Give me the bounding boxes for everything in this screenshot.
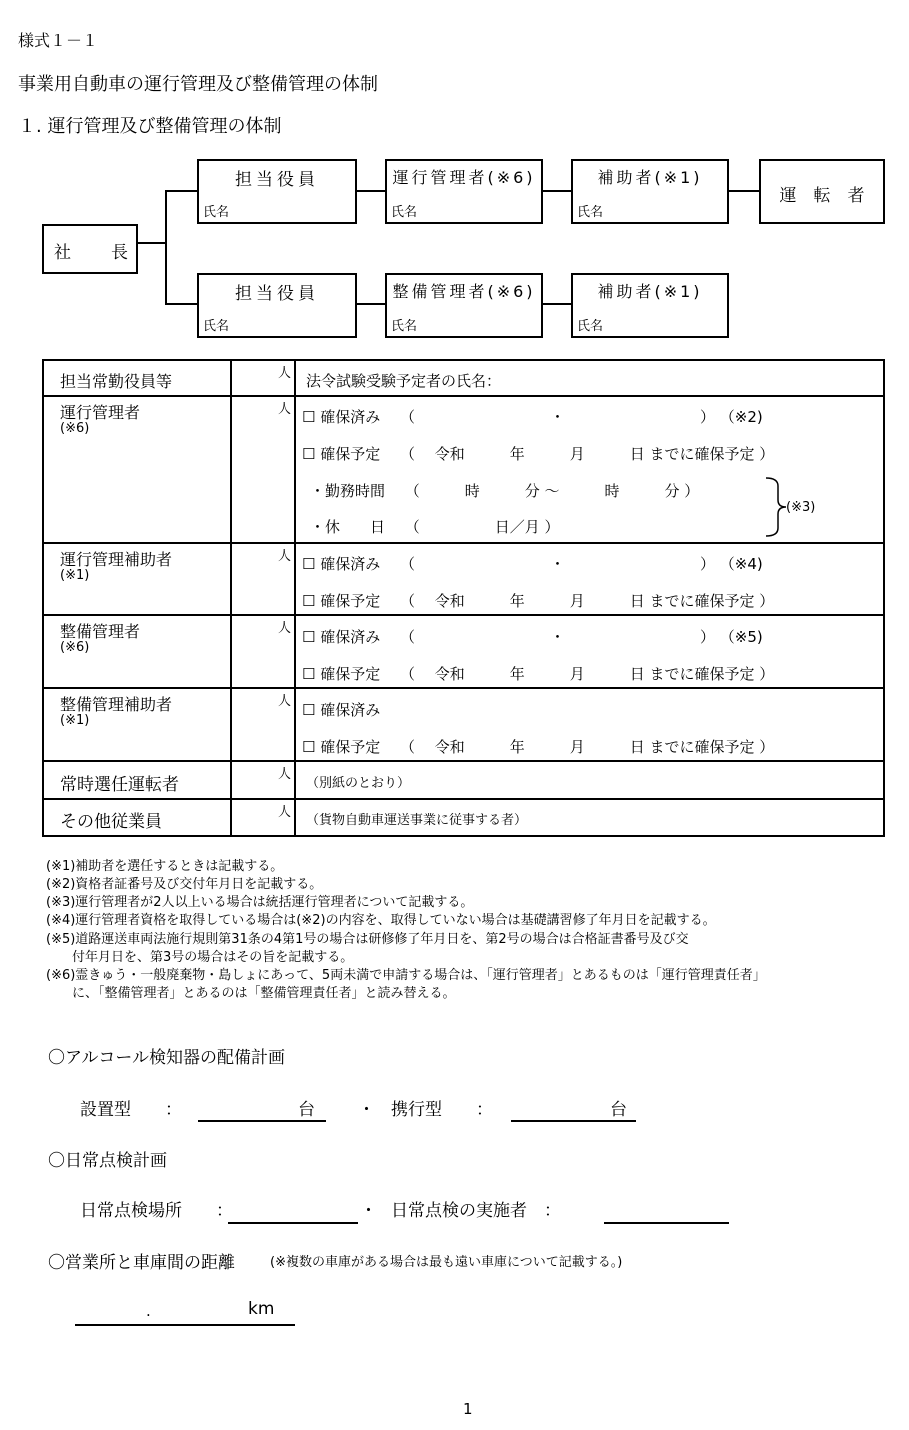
unit-label: 台 bbox=[298, 1100, 315, 1120]
driver-box bbox=[759, 159, 885, 224]
connector-line bbox=[357, 190, 386, 192]
fixed-type-label: 設置型 ： bbox=[80, 1100, 182, 1120]
row-divider bbox=[44, 542, 883, 544]
footnote: 付年月日を、第3号の場合はその旨を記載する。 bbox=[46, 950, 354, 965]
footnote: (※5)道路運送車両法施行規則第31条の4第1号の場合は研修修了年月日を、第2号の場合は合格証書番号及び交 bbox=[46, 932, 689, 947]
alcohol-heading: 〇アルコール検知器の配備計画 bbox=[48, 1048, 285, 1068]
row-divider bbox=[44, 614, 883, 616]
row-label-officer: 担当常勤役員等 bbox=[60, 372, 173, 391]
name-label: 氏名 bbox=[203, 319, 230, 334]
role-label: 運行管理者(※6) bbox=[392, 168, 536, 187]
connector-line bbox=[729, 190, 760, 192]
row-label-regular-drivers: 常時選任運転者 bbox=[60, 775, 179, 795]
staff-table bbox=[42, 359, 885, 837]
connector-line bbox=[165, 190, 167, 304]
row-label-note: (※6) bbox=[60, 640, 90, 655]
decimal-point: . bbox=[146, 1302, 151, 1320]
footnote: (※4)運行管理者資格を取得している場合は(※2)の内容を、取得していない場合は基礎講習修了年月日を記載する。 bbox=[46, 913, 716, 928]
driver-label: 運 転 者 bbox=[779, 186, 865, 206]
inspector-label: 日常点検の実施者 ： bbox=[391, 1201, 561, 1221]
secured-line: ☐ 確保済み （ ・ ） （※5) bbox=[302, 628, 763, 646]
row-label-operation-assistant: 運行管理補助者 bbox=[60, 550, 173, 569]
footnote: に、「整備管理者」とあるのは「整備管理責任者」と読み替える。 bbox=[46, 986, 456, 1001]
unit-label: 台 bbox=[610, 1100, 627, 1120]
separator-dot: ・ bbox=[358, 1100, 375, 1120]
work-hours-line: ・勤務時間 （ 時 分 ～ 時 分 ） bbox=[310, 482, 700, 500]
row-divider bbox=[44, 798, 883, 800]
row-label-other-employees: その他従業員 bbox=[60, 812, 162, 832]
portable-count-field[interactable] bbox=[511, 1120, 636, 1122]
column-divider bbox=[294, 361, 296, 835]
person-unit: 人 bbox=[278, 621, 292, 636]
person-unit: 人 bbox=[278, 805, 292, 820]
connector-line bbox=[165, 190, 198, 192]
column-divider bbox=[230, 361, 232, 835]
row-label-maintenance-manager: 整備管理者 bbox=[60, 622, 141, 641]
row-label-note: (※6) bbox=[60, 421, 90, 436]
footnote: (※2)資格者証番号及び交付年月日を記載する。 bbox=[46, 877, 323, 892]
person-unit: 人 bbox=[278, 694, 292, 709]
row-label-operation-manager: 運行管理者 bbox=[60, 403, 141, 422]
role-label: 補助者(※1) bbox=[597, 282, 703, 301]
role-label: 整備管理者(※6) bbox=[392, 282, 536, 301]
planned-line: ☐ 確保予定 （ 令和 年 月 日 までに確保予定 ） bbox=[302, 738, 775, 756]
document-title: 事業用自動車の運行管理及び整備管理の体制 bbox=[18, 74, 378, 95]
president-box bbox=[42, 224, 138, 274]
inspection-place-field[interactable] bbox=[228, 1222, 358, 1224]
name-label: 氏名 bbox=[577, 205, 604, 220]
daily-inspection-heading: 〇日常点検計画 bbox=[48, 1151, 167, 1171]
secured-line: ☐ 確保済み （ ・ ） （※2) bbox=[302, 408, 763, 426]
name-label: 氏名 bbox=[577, 319, 604, 334]
planned-line: ☐ 確保予定 （ 令和 年 月 日 までに確保予定 ） bbox=[302, 592, 775, 610]
see-attachment-text: （別紙のとおり） bbox=[306, 776, 411, 791]
connector-line bbox=[357, 303, 386, 305]
maintenance-manager-box bbox=[385, 273, 543, 338]
connector-line bbox=[165, 303, 198, 305]
role-label: 補助者(※1) bbox=[597, 168, 703, 187]
section-title: １. 運行管理及び整備管理の体制 bbox=[18, 116, 282, 137]
fixed-count-field[interactable] bbox=[198, 1120, 326, 1122]
inspection-place-label: 日常点検場所 ： bbox=[80, 1201, 233, 1221]
president-label: 社 長 bbox=[54, 243, 130, 263]
distance-field[interactable] bbox=[75, 1324, 295, 1326]
holiday-line: ・休 日 （ 日／月 ） bbox=[310, 518, 560, 536]
page-number: 1 bbox=[463, 1400, 473, 1418]
operation-manager-box bbox=[385, 159, 543, 224]
name-label: 氏名 bbox=[391, 205, 418, 220]
row-label-note: (※1) bbox=[60, 713, 90, 728]
secured-line: ☐ 確保済み bbox=[302, 701, 381, 719]
role-label: 担当役員 bbox=[235, 284, 319, 304]
inspector-field[interactable] bbox=[604, 1222, 729, 1224]
row-divider bbox=[44, 687, 883, 689]
exam-candidate-label: 法令試験受験予定者の氏名： bbox=[306, 372, 502, 390]
role-label: 担当役員 bbox=[235, 170, 319, 190]
km-unit: km bbox=[248, 1299, 275, 1319]
footnote: (※6)霊きゅう・一般廃棄物・島しょにあって、5両未満で申請する場合は、「運行管理者」とあるものは「運行管理責任者」 bbox=[46, 968, 766, 983]
distance-note: (※複数の車庫がある場合は最も遠い車庫について記載する。) bbox=[270, 1255, 623, 1270]
connector-line bbox=[543, 190, 572, 192]
secured-line: ☐ 確保済み （ ・ ） （※4) bbox=[302, 555, 763, 573]
maintenance-assistant-box bbox=[571, 273, 729, 338]
form-number: 様式１－１ bbox=[18, 31, 99, 50]
name-label: 氏名 bbox=[391, 319, 418, 334]
officer-box-maintenance bbox=[197, 273, 357, 338]
distance-heading: 〇営業所と車庫間の距離 bbox=[48, 1253, 235, 1273]
row-divider bbox=[44, 760, 883, 762]
planned-line: ☐ 確保予定 （ 令和 年 月 日 までに確保予定 ） bbox=[302, 665, 775, 683]
row-label-note: (※1) bbox=[60, 568, 90, 583]
name-label: 氏名 bbox=[203, 205, 230, 220]
person-unit: 人 bbox=[278, 402, 292, 417]
person-unit: 人 bbox=[278, 767, 292, 782]
officer-box-operation bbox=[197, 159, 357, 224]
operation-assistant-box bbox=[571, 159, 729, 224]
connector-line bbox=[138, 242, 166, 244]
other-employees-text: （貨物自動車運送事業に従事する者） bbox=[306, 813, 528, 828]
portable-type-label: 携行型 ： bbox=[391, 1100, 493, 1120]
footnote: (※3)運行管理者が2人以上いる場合は統括運行管理者について記載する。 bbox=[46, 895, 474, 910]
bracket-note: (※3) bbox=[786, 500, 816, 515]
row-label-maintenance-assistant: 整備管理補助者 bbox=[60, 695, 173, 714]
row-divider bbox=[44, 395, 883, 397]
person-unit: 人 bbox=[278, 549, 292, 564]
footnote: (※1)補助者を選任するときは記載する。 bbox=[46, 859, 284, 874]
separator-dot: ・ bbox=[360, 1201, 377, 1221]
connector-line bbox=[543, 303, 572, 305]
planned-line: ☐ 確保予定 （ 令和 年 月 日 までに確保予定 ） bbox=[302, 445, 775, 463]
person-unit: 人 bbox=[278, 366, 292, 381]
